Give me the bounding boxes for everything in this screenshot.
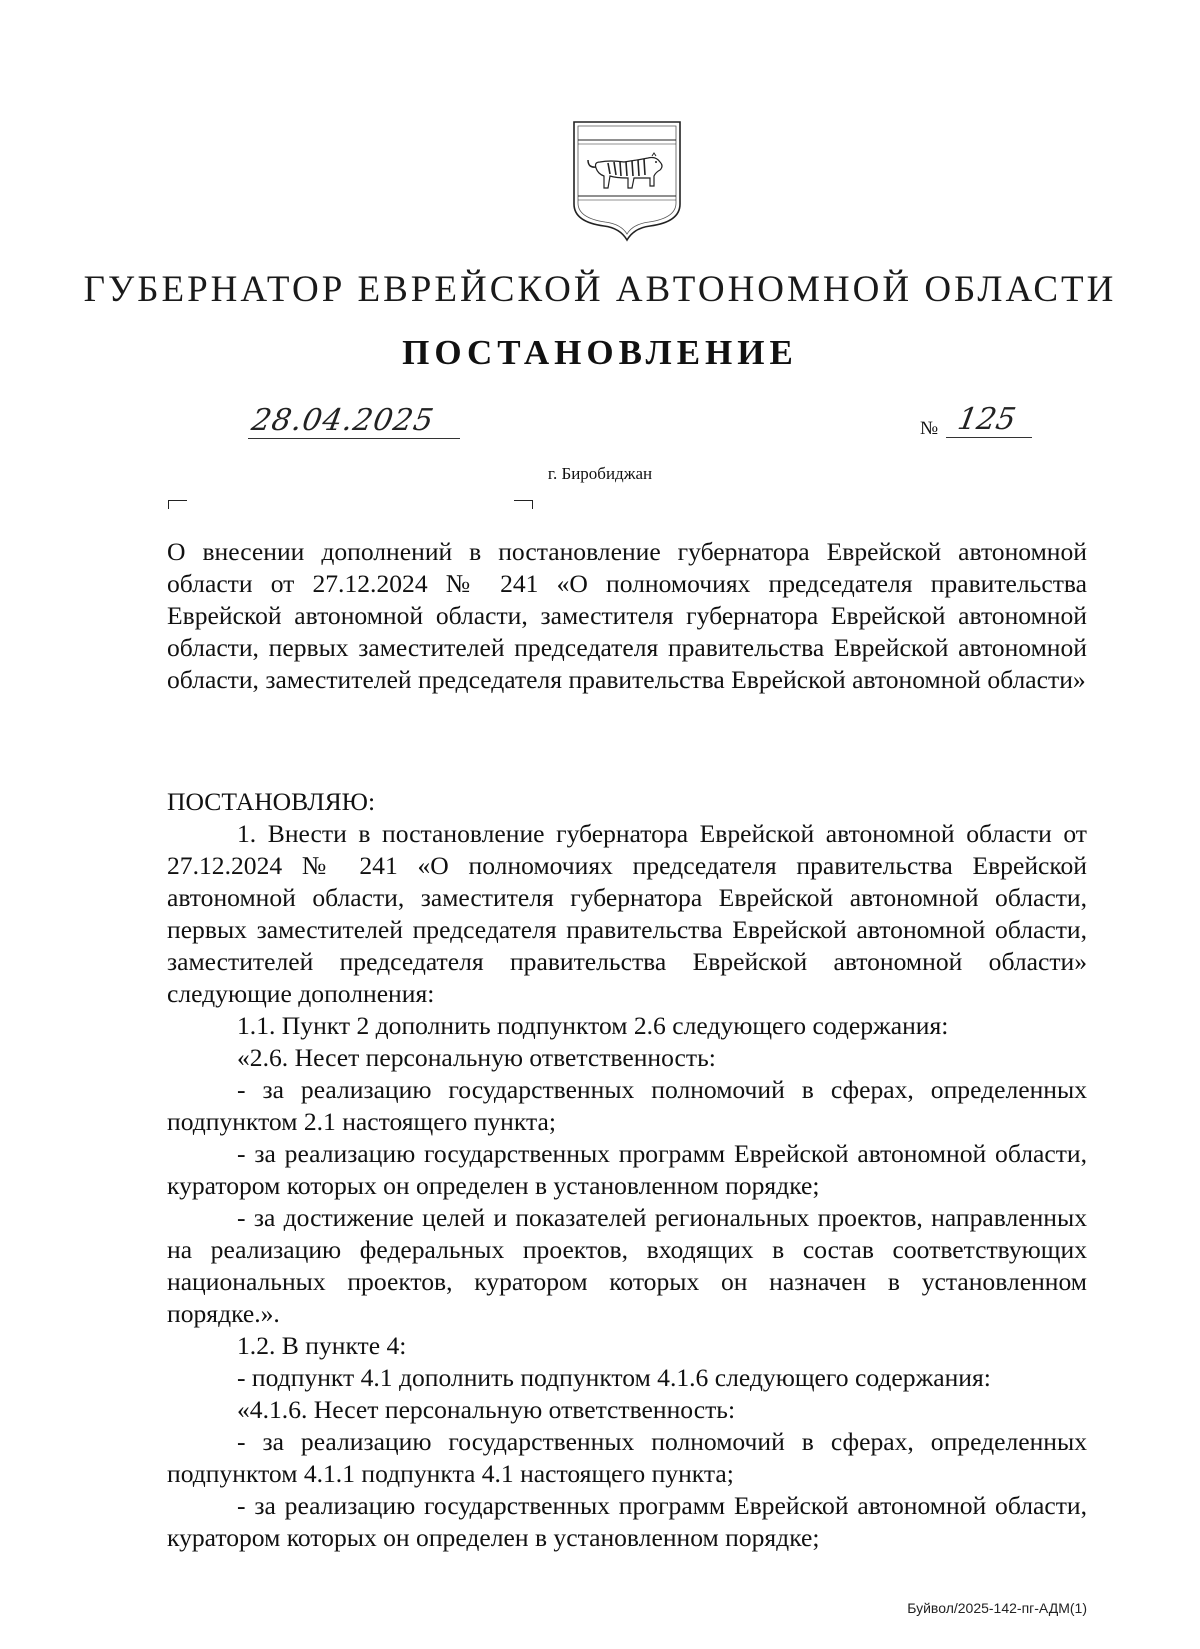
- document-reference-code: Буйвол/2025-142-пг-АДМ(1): [907, 1600, 1087, 1616]
- document-number-field: [920, 404, 1032, 438]
- paragraph: - за реализацию государственных программ Еврейской автономной области, куратором которых он определен в установленном порядке;: [167, 1491, 1087, 1552]
- document-subject: [167, 536, 1087, 696]
- paragraph: 1.1. Пункт 2 дополнить подпунктом 2.6 следующего содержания:: [237, 1011, 949, 1040]
- issuing-authority-title: ГУБЕРНАТОР ЕВРЕЙСКОЙ АВТОНОМНОЙ ОБЛАСТИ: [83, 269, 1117, 310]
- handwritten-number: 125: [954, 402, 1019, 437]
- date-field: [248, 404, 460, 439]
- paragraph: - за реализацию государственных полномочий в сферах, определенных подпунктом 2.1 настоящего пункта;: [167, 1075, 1087, 1136]
- paragraph: 1. Внести в постановление губернатора Еврейской автономной области от 27.12.2024 № 241 «О полномочиях председателя правительства Еврейской автономной области, заместителя губернатора Еврейской автономной области, первых заместителей председателя правительства Еврейской автономной области, заместителей председателя правительства Еврейской автономной области» следующие дополнения:: [167, 819, 1087, 1008]
- paragraph: - за достижение целей и показателей региональных проектов, направленных на реализацию федеральных проектов, входящих в состав соответствующих национальных проектов, куратором которых он назначен в установленном порядке.».: [167, 1203, 1087, 1328]
- number-underline: [946, 403, 1032, 438]
- decree-word: ПОСТАНОВЛЯЮ:: [167, 787, 376, 816]
- paragraph: - за реализацию государственных программ Еврейской автономной области, куратором которых он определен в установленном порядке;: [167, 1139, 1087, 1200]
- paragraph: «4.1.6. Несет персональную ответственность:: [237, 1395, 736, 1424]
- handwritten-date: 28.04.2025: [248, 403, 437, 438]
- subject-corner-mark-left: [168, 500, 187, 509]
- paragraph: - подпункт 4.1 дополнить подпунктом 4.1.6 следующего содержания:: [237, 1363, 991, 1392]
- city-label: г. Биробиджан: [547, 464, 653, 483]
- number-sign: №: [920, 418, 939, 439]
- subject-text: О внесении дополнений в постановление губернатора Еврейской автономной области от 27.12.2024 № 241 «О полномочиях председателя правительства Еврейской автономной области, заместителя губернатора Еврейской автономной области, первых заместителей председателя правительства Еврейской автономной области, заместителей председателя правительства Еврейской автономной области»: [167, 537, 1087, 694]
- subject-corner-mark-right: [514, 500, 533, 509]
- paragraph: «2.6. Несет персональную ответственность:: [237, 1043, 716, 1072]
- document-type-heading: ПОСТАНОВЛЕНИЕ: [402, 333, 798, 372]
- document-body: [167, 786, 1087, 1554]
- paragraph: - за реализацию государственных полномочий в сферах, определенных подпунктом 4.1.1 подпункта 4.1 настоящего пункта;: [167, 1427, 1087, 1488]
- paragraph: 1.2. В пункте 4:: [237, 1331, 407, 1360]
- tiger-coat-of-arms-icon: [570, 118, 684, 250]
